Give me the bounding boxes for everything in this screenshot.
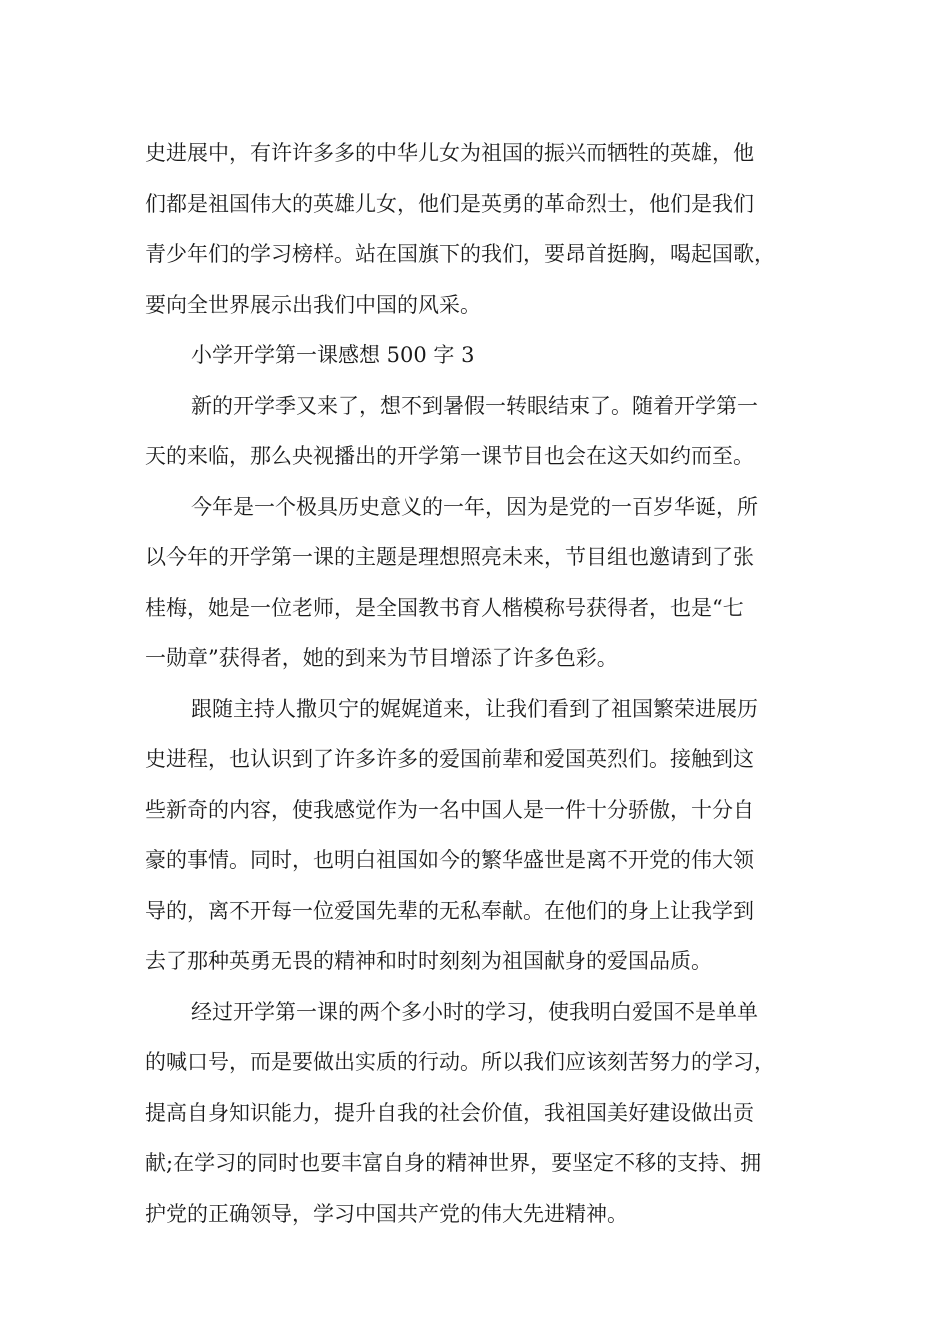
text-line: 史进程，也认识到了许多许多的爱国前辈和爱国英烈们。接触到这 — [145, 747, 754, 771]
text-line: 经过开学第一课的两个多小时的学习，使我明白爱国不是单单 — [191, 999, 758, 1024]
text-line: 们都是祖国伟大的英雄儿女，他们是英勇的革命烈士，他们是我们 — [145, 191, 754, 216]
text-line: 以今年的开学第一课的主题是理想照亮未来，节目组也邀请到了张 — [145, 545, 754, 569]
text-line: 天的来临，那么央视播出的开学第一课节目也会在这天如约而至。 — [145, 444, 754, 468]
text-line: 护党的正确领导，学习中国共产党的伟大先进精神。 — [145, 1201, 628, 1226]
text-line: 的喊口号，而是要做出实质的行动。所以我们应该刻苦努力的学习， — [145, 1050, 775, 1074]
text-line: 些新奇的内容，使我感觉作为一名中国人是一件十分骄傲，十分自 — [145, 797, 754, 822]
text-line: 献;在学习的同时也要丰富自身的精神世界，要坚定不移的支持、拥 — [145, 1151, 762, 1175]
text-line: 要向全世界展示出我们中国的风采。 — [145, 292, 481, 317]
text-line: 史进展中，有许许多多的中华儿女为祖国的振兴而牺牲的英雄，他 — [145, 141, 754, 165]
text-line: 跟随主持人撒贝宁的娓娓道来，让我们看到了祖国繁荣进展历 — [191, 696, 758, 721]
text-line: 豪的事情。同时，也明白祖国如今的繁华盛世是离不开党的伟大领 — [145, 848, 754, 872]
section-heading: 小学开学第一课感想 500 字 3 — [191, 343, 475, 367]
text-line: 新的开学季又来了，想不到暑假一转眼结束了。随着开学第一 — [191, 393, 758, 418]
text-line: 桂梅，她是一位老师，是全国教书育人楷模称号获得者，也是“七 — [145, 595, 744, 620]
text-line: 导的，离不开每一位爱国先辈的无私奉献。在他们的身上让我学到 — [145, 898, 754, 923]
document-page — [145, 128, 825, 1239]
text-line: 一勋章”获得者，她的到来为节目增添了许多色彩。 — [145, 646, 618, 670]
text-line: 去了那种英勇无畏的精神和时时刻刻为祖国献身的爱国品质。 — [145, 949, 712, 973]
text-line: 青少年们的学习榜样。站在国旗下的我们，要昂首挺胸，喝起国歌， — [145, 242, 775, 266]
text-line: 提高自身知识能力，提升自我的社会价值，我祖国美好建设做出贡 — [145, 1100, 754, 1125]
text-line: 今年是一个极具历史意义的一年，因为是党的一百岁华诞，所 — [191, 494, 758, 519]
